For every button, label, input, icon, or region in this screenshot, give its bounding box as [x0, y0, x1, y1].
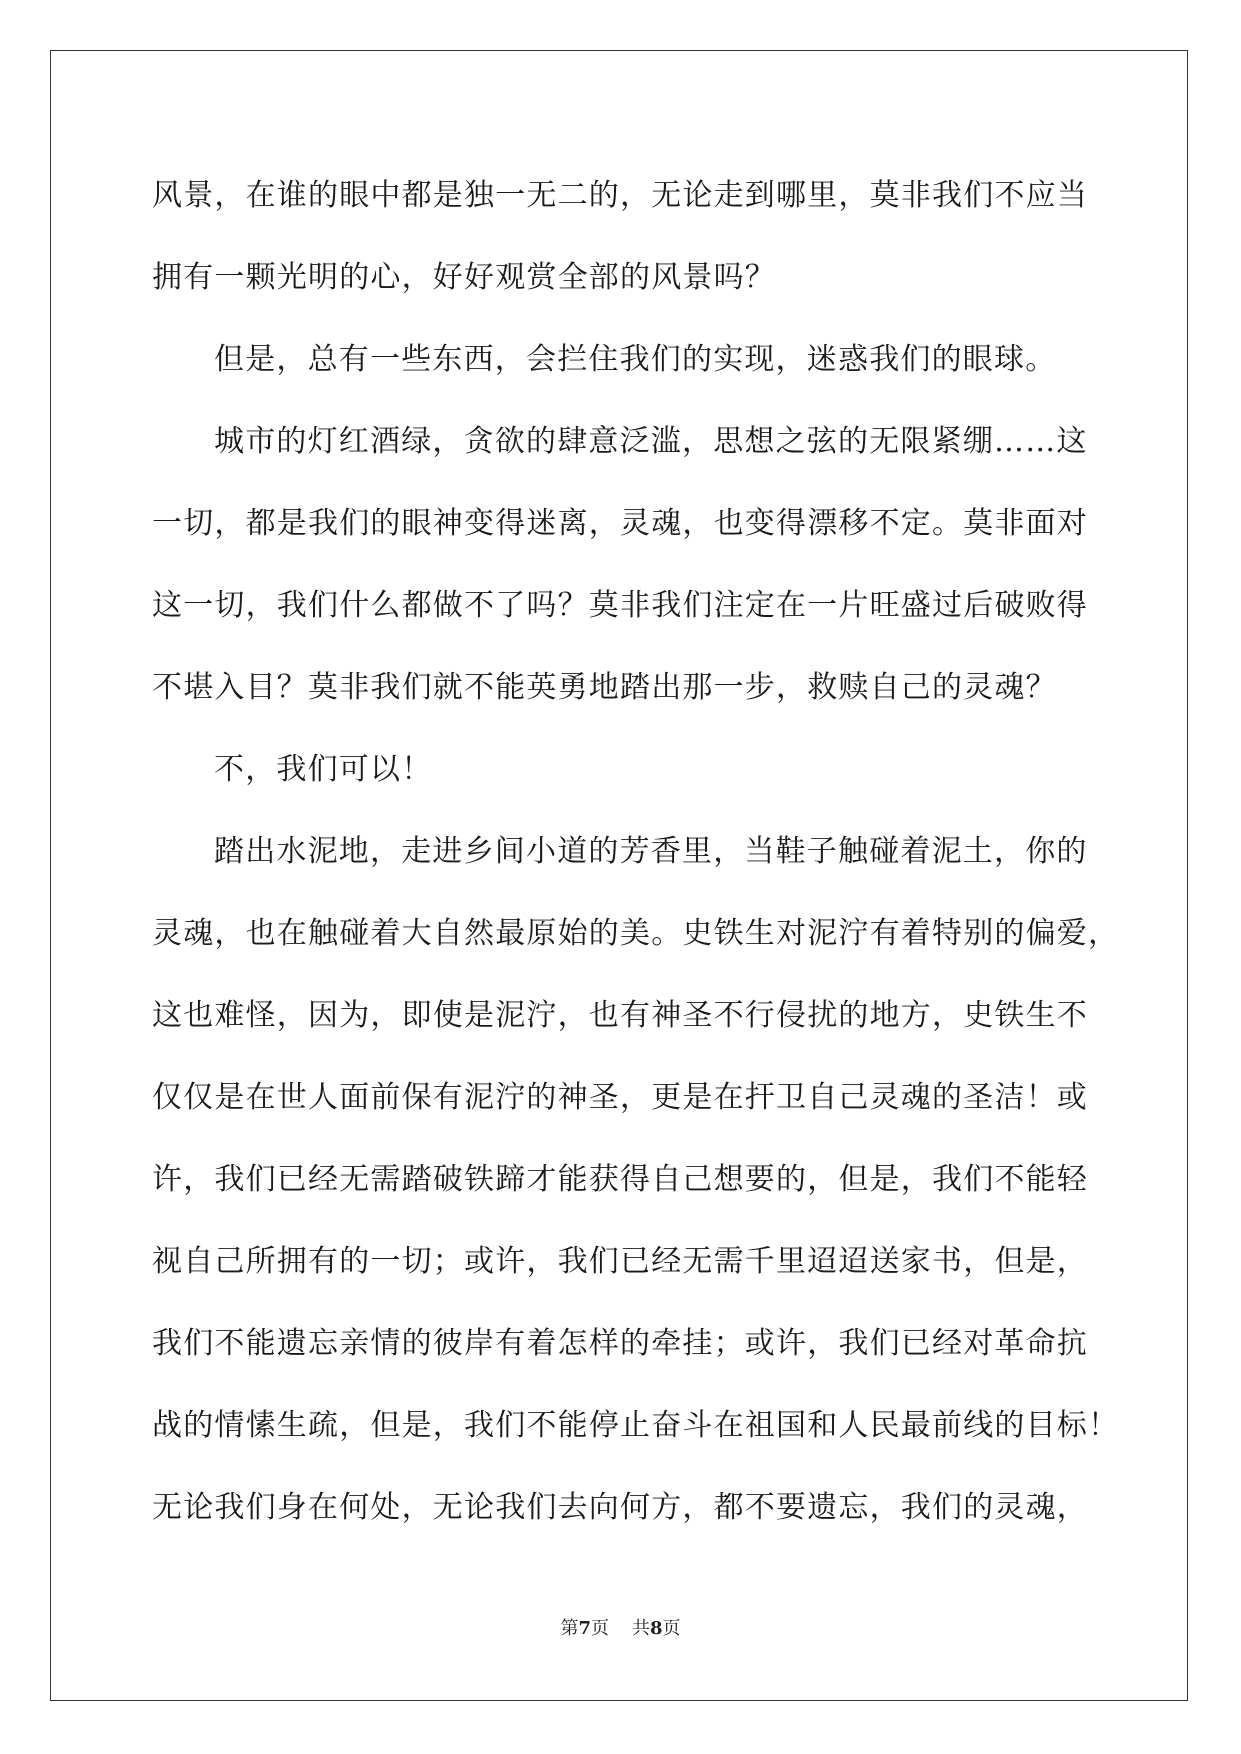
footer-total-suffix: 页 [662, 1618, 681, 1639]
text-line-7: 不堪入目？莫非我们就不能英勇地踏出那一步，救赎自己的灵魂？ [152, 670, 1057, 705]
text-line-6: 这一切，我们什么都做不了吗？莫非我们注定在一片旺盛过后破败得 [152, 588, 1088, 623]
text-line-9: 踏出水泥地，走进乡间小道的芳香里，当鞋子触碰着泥土，你的 [214, 834, 1088, 869]
text-line-5: 一切，都是我们的眼神变得迷离，灵魂，也变得漂移不定。莫非面对 [152, 506, 1088, 541]
footer-page-total: 8 [649, 1618, 663, 1639]
text-line-1: 风景，在谁的眼中都是独一无二的，无论走到哪里，莫非我们不应当 [152, 178, 1088, 213]
text-line-16: 战的情愫生疏，但是，我们不能停止奋斗在祖国和人民最前线的目标！ [152, 1408, 1120, 1443]
text-line-11: 这也难怪，因为，即使是泥泞，也有神圣不行侵扰的地方，史铁生不 [152, 998, 1088, 1033]
text-line-10: 灵魂，也在触碰着大自然最原始的美。史铁生对泥泞有着特别的偏爱， [152, 916, 1120, 951]
text-line-15: 我们不能遗忘亲情的彼岸有着怎样的牵挂；或许，我们已经对革命抗 [152, 1326, 1088, 1361]
footer-total-prefix: 共 [631, 1618, 650, 1639]
page-footer [0, 1614, 1241, 1640]
footer-page-current: 7 [578, 1618, 592, 1639]
footer-page-prefix: 第 [560, 1618, 579, 1639]
text-line-14: 视自己所拥有的一切；或许，我们已经无需千里迢迢送家书，但是， [152, 1244, 1088, 1279]
text-line-8: 不，我们可以！ [214, 752, 433, 787]
text-line-12: 仅仅是在世人面前保有泥泞的神圣，更是在扞卫自己灵魂的圣洁！或 [152, 1080, 1088, 1115]
text-line-17: 无论我们身在何处，无论我们去向何方，都不要遗忘，我们的灵魂， [152, 1490, 1088, 1525]
footer-page-suffix: 页 [591, 1618, 610, 1639]
text-line-13: 许，我们已经无需踏破铁蹄才能获得自己想要的，但是，我们不能轻 [152, 1162, 1088, 1197]
text-line-2: 拥有一颗光明的心，好好观赏全部的风景吗？ [152, 260, 776, 295]
text-line-3: 但是，总有一些东西，会拦住我们的实现，迷惑我们的眼球。 [214, 342, 1057, 377]
body-text [152, 155, 1120, 1549]
text-line-4: 城市的灯红酒绿，贪欲的肆意泛滥，思想之弦的无限紧绷……这 [214, 424, 1088, 459]
